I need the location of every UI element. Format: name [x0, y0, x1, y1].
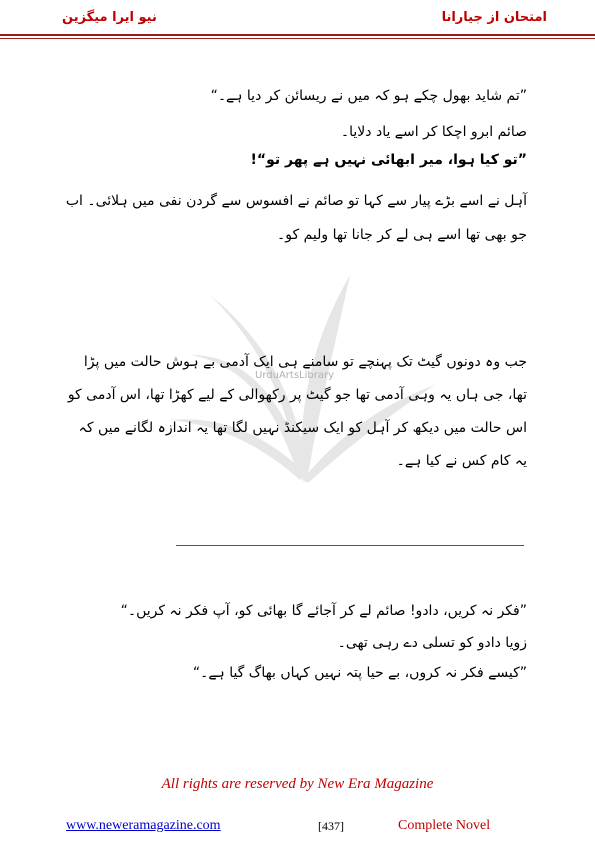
paragraph-7: زویا دادو کو تسلی دے رہی تھی۔ [337, 635, 527, 651]
header-rule-thin [0, 38, 595, 39]
watermark-text: UrduArtsLibrary [255, 370, 334, 381]
header-rule [0, 34, 595, 36]
story-title: امتحان از جیارانا [441, 10, 547, 25]
rights-notice: All rights are reserved by New Era Magazine [161, 776, 434, 792]
website-link[interactable]: www.neweramagazine.com [66, 818, 221, 833]
category-label: Complete Novel [398, 818, 491, 833]
magazine-name: نیو ایرا میگزین [62, 10, 157, 25]
section-divider [176, 545, 524, 546]
paragraph-4: آہل نے اسے بڑے پیار سے کہا تو صائم نے افسوس سے گردن نفی میں ہلائی۔ اب جو بھی تھا اسے ہی لے کر جانا تھا ولیم کو۔ [65, 193, 527, 243]
paragraph-5: جب وہ دونوں گیٹ تک پہنچے تو سامنے ہی ایک آدمی بے ہوش حالت میں پڑا تھا، جی ہاں یہ وہی آدمی تھا جو گیٹ پر رکھوالی کے لیے کھڑا تھا، اس آدمی کو اس حالت میں دیکھ کر آہل کو ایک سیکنڈ نہیں لگا تھا یہ اندازہ لگانے میں کہ یہ کام کس نے کیا ہے۔ [67, 354, 527, 469]
paragraph-6: ”فکر نہ کریں، دادو! صائم لے کر آجائے گا بھائی کو، آپ فکر نہ کریں۔“ [120, 603, 527, 619]
paragraph-1: ”تم شاید بھول چکے ہو کہ میں نے ریسائن کر دیا ہے۔“ [210, 88, 527, 104]
paragraph-8: ”کیسے فکر نہ کروں، بے حیا پتہ نہیں کہاں بھاگ گیا ہے۔“ [192, 665, 527, 681]
paragraph-2: صائم ابرو اچکا کر اسے یاد دلایا۔ [340, 124, 527, 140]
page-number: [437] [318, 819, 344, 833]
paragraph-3: ”تو کیا ہوا، میر ابھائی نہیں ہے پھر تو“! [250, 152, 527, 168]
